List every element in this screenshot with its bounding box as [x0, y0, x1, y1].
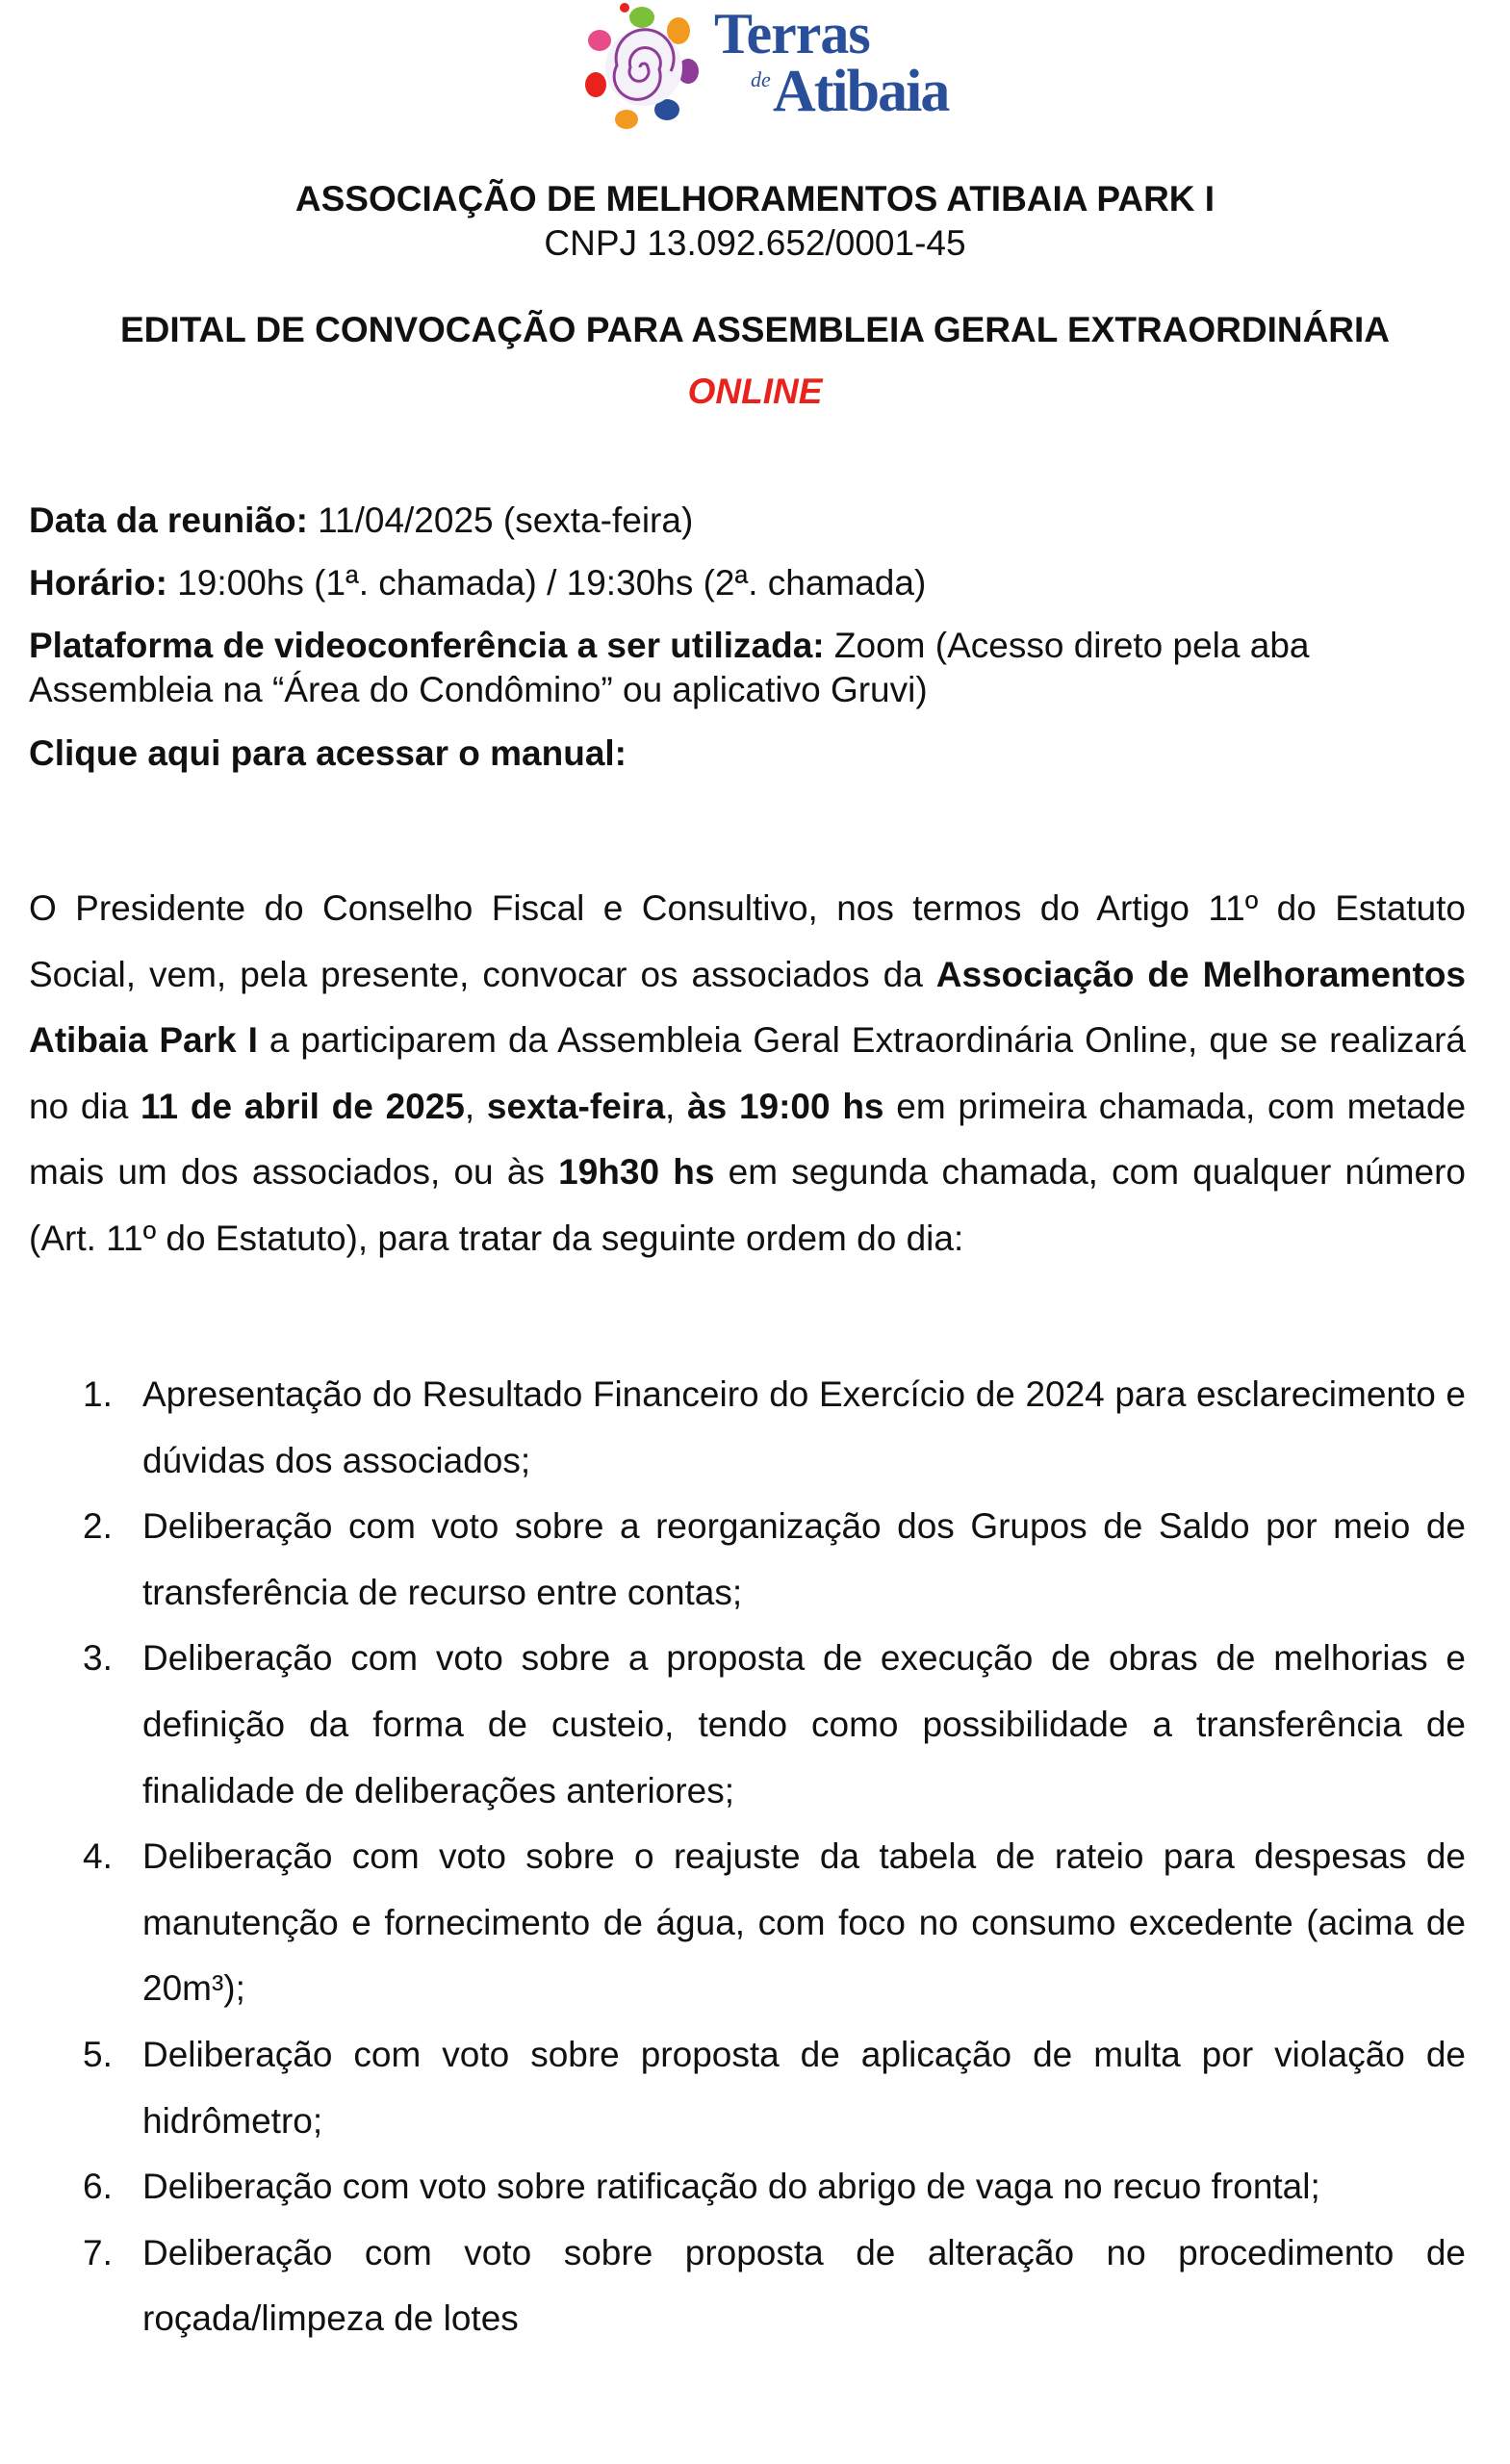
body-text: em primeira chamada, com metade mais um dos associados, ou às	[29, 1086, 1467, 1193]
meeting-weekday-inline: sexta-feira	[486, 1086, 666, 1126]
meeting-date-label: Data da reunião:	[29, 500, 308, 540]
agenda-item-number: 2.	[83, 1506, 113, 1547]
body-text: ,	[665, 1086, 688, 1126]
agenda-item	[29, 2154, 1466, 2220]
agenda-item	[29, 1494, 1466, 1626]
meeting-date-inline: 11 de abril de 2025	[141, 1086, 465, 1126]
association-name-inline: Associação de Melhoramentos Atibaia Park I	[29, 954, 1467, 1061]
agenda-item-text: Deliberação com voto sobre proposta de aplicação de multa por violação de hidrômetro;	[142, 2034, 1466, 2141]
body-text: ,	[464, 1086, 487, 1126]
meeting-time-label: Horário:	[29, 563, 167, 603]
agenda-item	[29, 1362, 1466, 1494]
first-call-time-inline: às 19:00 hs	[687, 1086, 884, 1126]
agenda-item	[29, 2022, 1466, 2154]
logo-text-atibaia: Atibaia	[773, 59, 949, 124]
second-call-time-inline: 19h30 hs	[558, 1152, 715, 1193]
meeting-time	[29, 561, 1472, 605]
agenda-item-number: 6.	[83, 2167, 113, 2207]
agenda-item	[29, 2220, 1466, 2352]
spiral-flower-icon	[582, 2, 707, 132]
agenda-item-text: Deliberação com voto sobre ratificação do abrigo de vaga no recuo frontal;	[142, 2167, 1320, 2207]
agenda-list	[29, 1362, 1466, 2352]
manual-link[interactable]	[29, 732, 1472, 776]
terras-de-atibaia-logo	[582, 0, 949, 135]
logo-text-terras: Terras	[714, 2, 870, 65]
agenda-item	[29, 1824, 1466, 2022]
body-text: a participarem da Assembleia Geral Extraordinária Online, que se realizará no dia	[29, 1020, 1466, 1126]
cnpj: CNPJ 13.092.652/0001-45	[544, 223, 966, 263]
agenda-item-text: Apresentação do Resultado Financeiro do Exercício de 2024 para esclarecimento e dúvidas dos associados;	[142, 1374, 1466, 1480]
meeting-date-value: 11/04/2025 (sexta-feira)	[307, 500, 694, 540]
meeting-time-value: 19:00hs (1ª. chamada) / 19:30hs (2ª. chamada)	[166, 563, 927, 603]
meeting-mode: ONLINE	[687, 372, 823, 411]
manual-link-text[interactable]: Clique aqui para acessar o manual:	[29, 733, 627, 773]
agenda-item-number: 4.	[83, 1836, 113, 1877]
agenda-item-text: Deliberação com voto sobre a reorganização dos Grupos de Saldo por meio de transferência de recurso entre contas;	[142, 1506, 1466, 1612]
convocation-paragraph	[29, 876, 1466, 1272]
meeting-platform-value: Zoom (Acesso direto pela aba Assembleia na “Área do Condômino” ou aplicativo Gruvi)	[29, 626, 1310, 709]
agenda-item-number: 1.	[83, 1374, 113, 1414]
agenda-item	[29, 1626, 1466, 1824]
meeting-platform-label: Plataforma de videoconferência a ser utilizada:	[29, 626, 825, 665]
agenda-item-text: Deliberação com voto sobre proposta de alteração no procedimento de roçada/limpeza de lotes	[142, 2232, 1466, 2339]
body-text: O Presidente do Conselho Fiscal e Consultivo, nos termos do Artigo 11º do Estatuto Social, vem, pela presente, convocar os associados da	[29, 888, 1466, 994]
meeting-date	[29, 499, 1472, 543]
meeting-platform	[29, 624, 1472, 712]
document-title: EDITAL DE CONVOCAÇÃO PARA ASSEMBLEIA GERAL EXTRAORDINÁRIA	[119, 310, 1391, 349]
agenda-item-text: Deliberação com voto sobre o reajuste da tabela de rateio para despesas de manutenção e fornecimento de água, com foco no consumo excedente (acima de 20m³);	[142, 1836, 1466, 2009]
agenda-item-text: Deliberação com voto sobre a proposta de execução de obras de melhorias e definição da forma de custeio, tendo como possibilidade a transferência de finalidade de deliberações anteriores;	[142, 1638, 1466, 1810]
agenda-item-number: 3.	[83, 1638, 113, 1679]
agenda-item-number: 7.	[83, 2232, 113, 2272]
logo-text-de: de	[751, 67, 771, 91]
agenda-item-number: 5.	[83, 2034, 113, 2074]
body-text: em segunda chamada, com qualquer número (Art. 11º do Estatuto), para tratar da seguinte ordem do dia:	[29, 1152, 1466, 1258]
association-name: ASSOCIAÇÃO DE MELHORAMENTOS ATIBAIA PARK I	[294, 179, 1216, 218]
